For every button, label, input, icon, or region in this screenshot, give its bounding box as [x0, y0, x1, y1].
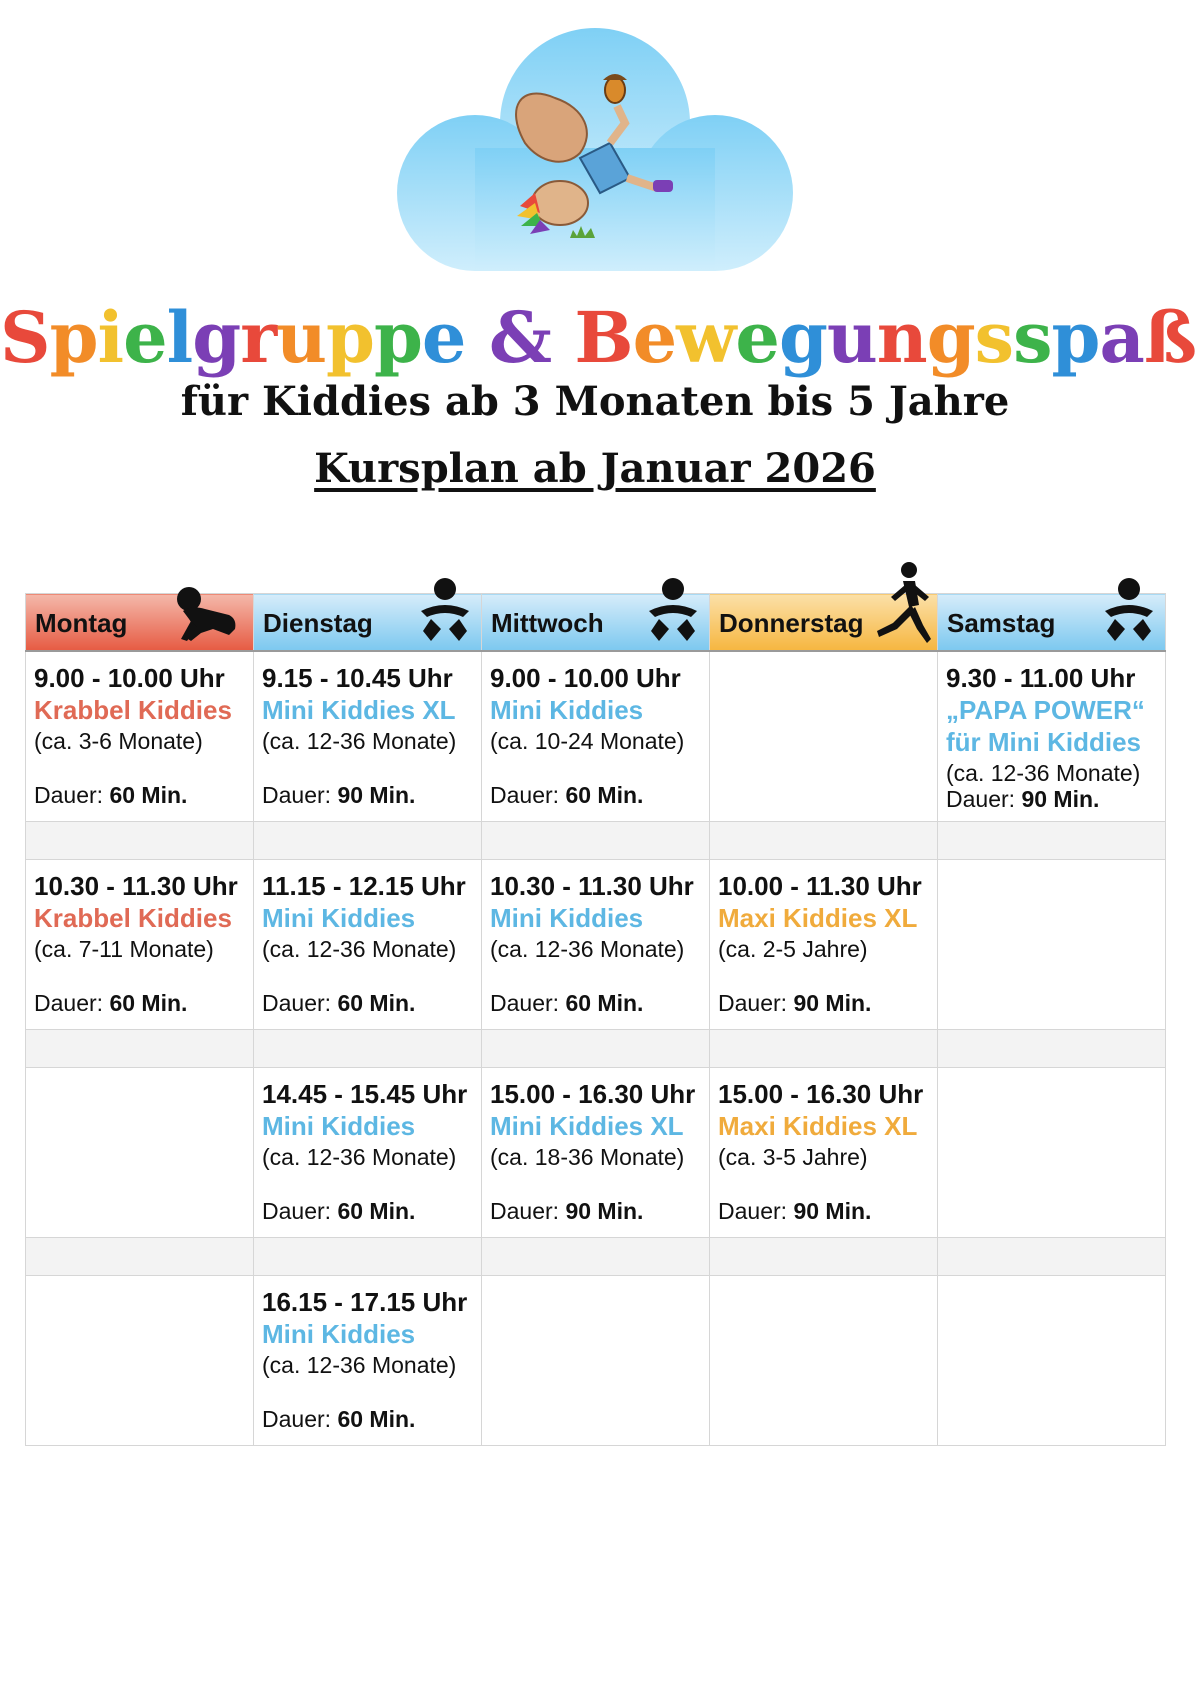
title-letter: g	[778, 296, 827, 379]
title-letter	[465, 296, 488, 379]
course-duration	[34, 782, 187, 809]
course-age: (ca. 12-36 Monate)	[262, 1144, 457, 1170]
day-header-samstag	[938, 594, 1166, 652]
day-header-mittwoch	[482, 594, 710, 652]
course-time: 9.00 - 10.00 Uhr	[490, 663, 681, 693]
page-subtitle: für Kiddies ab 3 Monaten bis 5 Jahre	[180, 378, 1010, 425]
schedule-cell	[710, 651, 938, 822]
course-name: Mini Kiddies	[262, 1319, 416, 1349]
toddler-icon	[419, 577, 471, 648]
spacer-cell	[938, 1030, 1166, 1068]
course-time: 15.00 - 16.30 Uhr	[490, 1079, 696, 1109]
course-age: (ca. 3-6 Monate)	[34, 728, 203, 754]
course-time: 10.30 - 11.30 Uhr	[490, 871, 694, 901]
course-time: 14.45 - 15.45 Uhr	[262, 1079, 468, 1109]
course-duration	[490, 1198, 643, 1225]
spacer-cell	[482, 1238, 710, 1276]
course-duration	[262, 782, 415, 809]
spacer-cell	[26, 1238, 254, 1276]
duration-label: Dauer:	[262, 782, 338, 808]
duration-value: 60 Min.	[337, 1406, 416, 1432]
course-name: für Mini Kiddies	[946, 727, 1141, 757]
day-header-dienstag	[254, 594, 482, 652]
course-age: (ca. 12-36 Monate)	[262, 1352, 457, 1378]
day-label: Montag	[35, 608, 128, 638]
course-time: 9.15 - 10.45 Uhr	[262, 663, 453, 693]
course-duration	[946, 786, 1099, 813]
title-letter: ß	[1143, 296, 1196, 379]
course-name: Mini Kiddies	[490, 903, 644, 933]
toddler-icon	[1103, 577, 1155, 648]
duration-value: 90 Min.	[793, 990, 872, 1016]
schedule-table	[25, 593, 1166, 1446]
duration-label: Dauer:	[262, 1198, 338, 1224]
schedule-cell	[710, 1276, 938, 1446]
course-time: 11.15 - 12.15 Uhr	[262, 871, 466, 901]
duration-label: Dauer:	[946, 786, 1022, 812]
crawling-baby-icon	[171, 583, 243, 648]
schedule-cell	[482, 860, 710, 1030]
course-time: 15.00 - 16.30 Uhr	[718, 1079, 924, 1109]
spacer-cell	[710, 822, 938, 860]
duration-label: Dauer:	[262, 1406, 338, 1432]
course-name: Mini Kiddies XL	[490, 1111, 684, 1141]
spacer-row	[26, 1030, 1166, 1068]
title-letter: B	[574, 296, 633, 379]
course-age: (ca. 12-36 Monate)	[946, 760, 1141, 786]
duration-label: Dauer:	[34, 782, 110, 808]
toddler-icon	[647, 577, 699, 648]
duration-value: 60 Min.	[109, 782, 188, 808]
plan-title: Kursplan ab Januar 2026	[314, 445, 876, 492]
title-letter: r	[240, 296, 277, 379]
title-letter: g	[192, 296, 241, 379]
course-time: 10.00 - 11.30 Uhr	[718, 871, 922, 901]
spacer-cell	[254, 1030, 482, 1068]
duration-label: Dauer:	[490, 990, 566, 1016]
title-letter: p	[326, 296, 374, 379]
course-age: (ca. 12-36 Monate)	[262, 728, 457, 754]
course-name: Mini Kiddies	[262, 1111, 416, 1141]
spacer-cell	[710, 1030, 938, 1068]
spacer-cell	[938, 1238, 1166, 1276]
course-age: (ca. 7-11 Monate)	[34, 936, 214, 962]
title-letter	[551, 296, 574, 379]
course-name: Krabbel Kiddies	[34, 695, 232, 725]
title-letter: p	[373, 296, 422, 379]
course-age: (ca. 10-24 Monate)	[490, 728, 685, 754]
schedule-cell	[710, 860, 938, 1030]
course-duration	[262, 1198, 415, 1225]
spacer-cell	[482, 1030, 710, 1068]
duration-label: Dauer:	[490, 782, 566, 808]
course-duration	[490, 782, 643, 809]
title-letter: p	[49, 296, 98, 379]
schedule-row	[26, 1276, 1166, 1446]
schedule-cell	[26, 1276, 254, 1446]
course-time: 10.30 - 11.30 Uhr	[34, 871, 238, 901]
duration-value: 60 Min.	[337, 990, 416, 1016]
course-duration	[262, 990, 415, 1017]
course-time: 9.00 - 10.00 Uhr	[34, 663, 225, 693]
title-letter: l	[166, 296, 193, 379]
duration-label: Dauer:	[34, 990, 110, 1016]
duration-value: 90 Min.	[793, 1198, 872, 1224]
course-name: „PAPA POWER“	[946, 695, 1145, 725]
title-letter: e	[632, 296, 677, 379]
schedule-cell	[938, 651, 1166, 822]
schedule-cell	[482, 1276, 710, 1446]
course-name: Mini Kiddies XL	[262, 695, 456, 725]
title-letter: w	[676, 296, 736, 379]
schedule-cell	[938, 1276, 1166, 1446]
duration-value: 60 Min.	[565, 990, 644, 1016]
course-time: 9.30 - 11.00 Uhr	[946, 663, 1136, 693]
spacer-cell	[26, 1030, 254, 1068]
schedule-cell	[26, 860, 254, 1030]
title-letter: e	[421, 296, 466, 379]
header-row	[26, 594, 1166, 652]
title-letter: e	[123, 296, 167, 379]
squirrel-cloud-logo	[395, 28, 795, 276]
title-letter: s	[974, 296, 1014, 379]
schedule-row	[26, 651, 1166, 822]
course-age: (ca. 12-36 Monate)	[262, 936, 457, 962]
course-age: (ca. 3-5 Jahre)	[718, 1144, 868, 1170]
course-name: Mini Kiddies	[262, 903, 416, 933]
schedule-cell	[254, 1276, 482, 1446]
title-letter: u	[826, 296, 877, 379]
title-letter: u	[276, 296, 326, 379]
spacer-cell	[482, 822, 710, 860]
schedule-row	[26, 1068, 1166, 1238]
duration-value: 90 Min.	[1021, 786, 1100, 812]
title-letter: &	[488, 296, 552, 379]
title-letter: s	[1013, 296, 1052, 379]
duration-label: Dauer:	[718, 1198, 794, 1224]
schedule-cell	[254, 651, 482, 822]
duration-value: 90 Min.	[565, 1198, 644, 1224]
schedule-row	[26, 860, 1166, 1030]
duration-value: 60 Min.	[565, 782, 644, 808]
course-name: Mini Kiddies	[490, 695, 644, 725]
spacer-row	[26, 1238, 1166, 1276]
course-duration	[490, 990, 643, 1017]
spacer-cell	[254, 1238, 482, 1276]
course-duration	[718, 1198, 871, 1225]
duration-value: 90 Min.	[337, 782, 416, 808]
day-header-montag	[26, 594, 254, 652]
course-age: (ca. 2-5 Jahre)	[718, 936, 868, 962]
schedule-cell	[26, 1068, 254, 1238]
day-header-donnerstag	[710, 594, 938, 652]
spacer-cell	[254, 822, 482, 860]
day-label: Dienstag	[263, 608, 373, 638]
title-letter: S	[0, 296, 50, 379]
title-letter: g	[926, 296, 975, 379]
title-letter: n	[876, 296, 927, 379]
duration-value: 60 Min.	[337, 1198, 416, 1224]
schedule-cell	[482, 651, 710, 822]
course-name: Maxi Kiddies XL	[718, 1111, 918, 1141]
schedule-cell	[938, 1068, 1166, 1238]
course-duration	[34, 990, 187, 1017]
title-letter: p	[1051, 296, 1100, 379]
duration-label: Dauer:	[490, 1198, 566, 1224]
course-name: Maxi Kiddies XL	[718, 903, 918, 933]
course-age: (ca. 12-36 Monate)	[490, 936, 685, 962]
schedule-cell	[710, 1068, 938, 1238]
duration-value: 60 Min.	[109, 990, 188, 1016]
spacer-cell	[26, 822, 254, 860]
spacer-cell	[938, 822, 1166, 860]
title-letter: a	[1099, 296, 1144, 379]
title-letter: e	[735, 296, 779, 379]
course-age: (ca. 18-36 Monate)	[490, 1144, 685, 1170]
day-label: Samstag	[947, 608, 1056, 638]
page-title	[0, 296, 1196, 379]
schedule-cell	[26, 651, 254, 822]
schedule-cell	[254, 1068, 482, 1238]
schedule-cell	[482, 1068, 710, 1238]
title-letter: i	[97, 296, 124, 379]
course-duration	[718, 990, 871, 1017]
day-label: Donnerstag	[719, 608, 864, 638]
spacer-cell	[710, 1238, 938, 1276]
day-label: Mittwoch	[491, 608, 604, 638]
course-time: 16.15 - 17.15 Uhr	[262, 1287, 468, 1317]
schedule-cell	[938, 860, 1166, 1030]
schedule-cell	[254, 860, 482, 1030]
course-duration	[262, 1406, 415, 1433]
spacer-row	[26, 822, 1166, 860]
duration-label: Dauer:	[262, 990, 338, 1016]
running-child-icon	[873, 561, 935, 648]
course-name: Krabbel Kiddies	[34, 903, 232, 933]
duration-label: Dauer:	[718, 990, 794, 1016]
